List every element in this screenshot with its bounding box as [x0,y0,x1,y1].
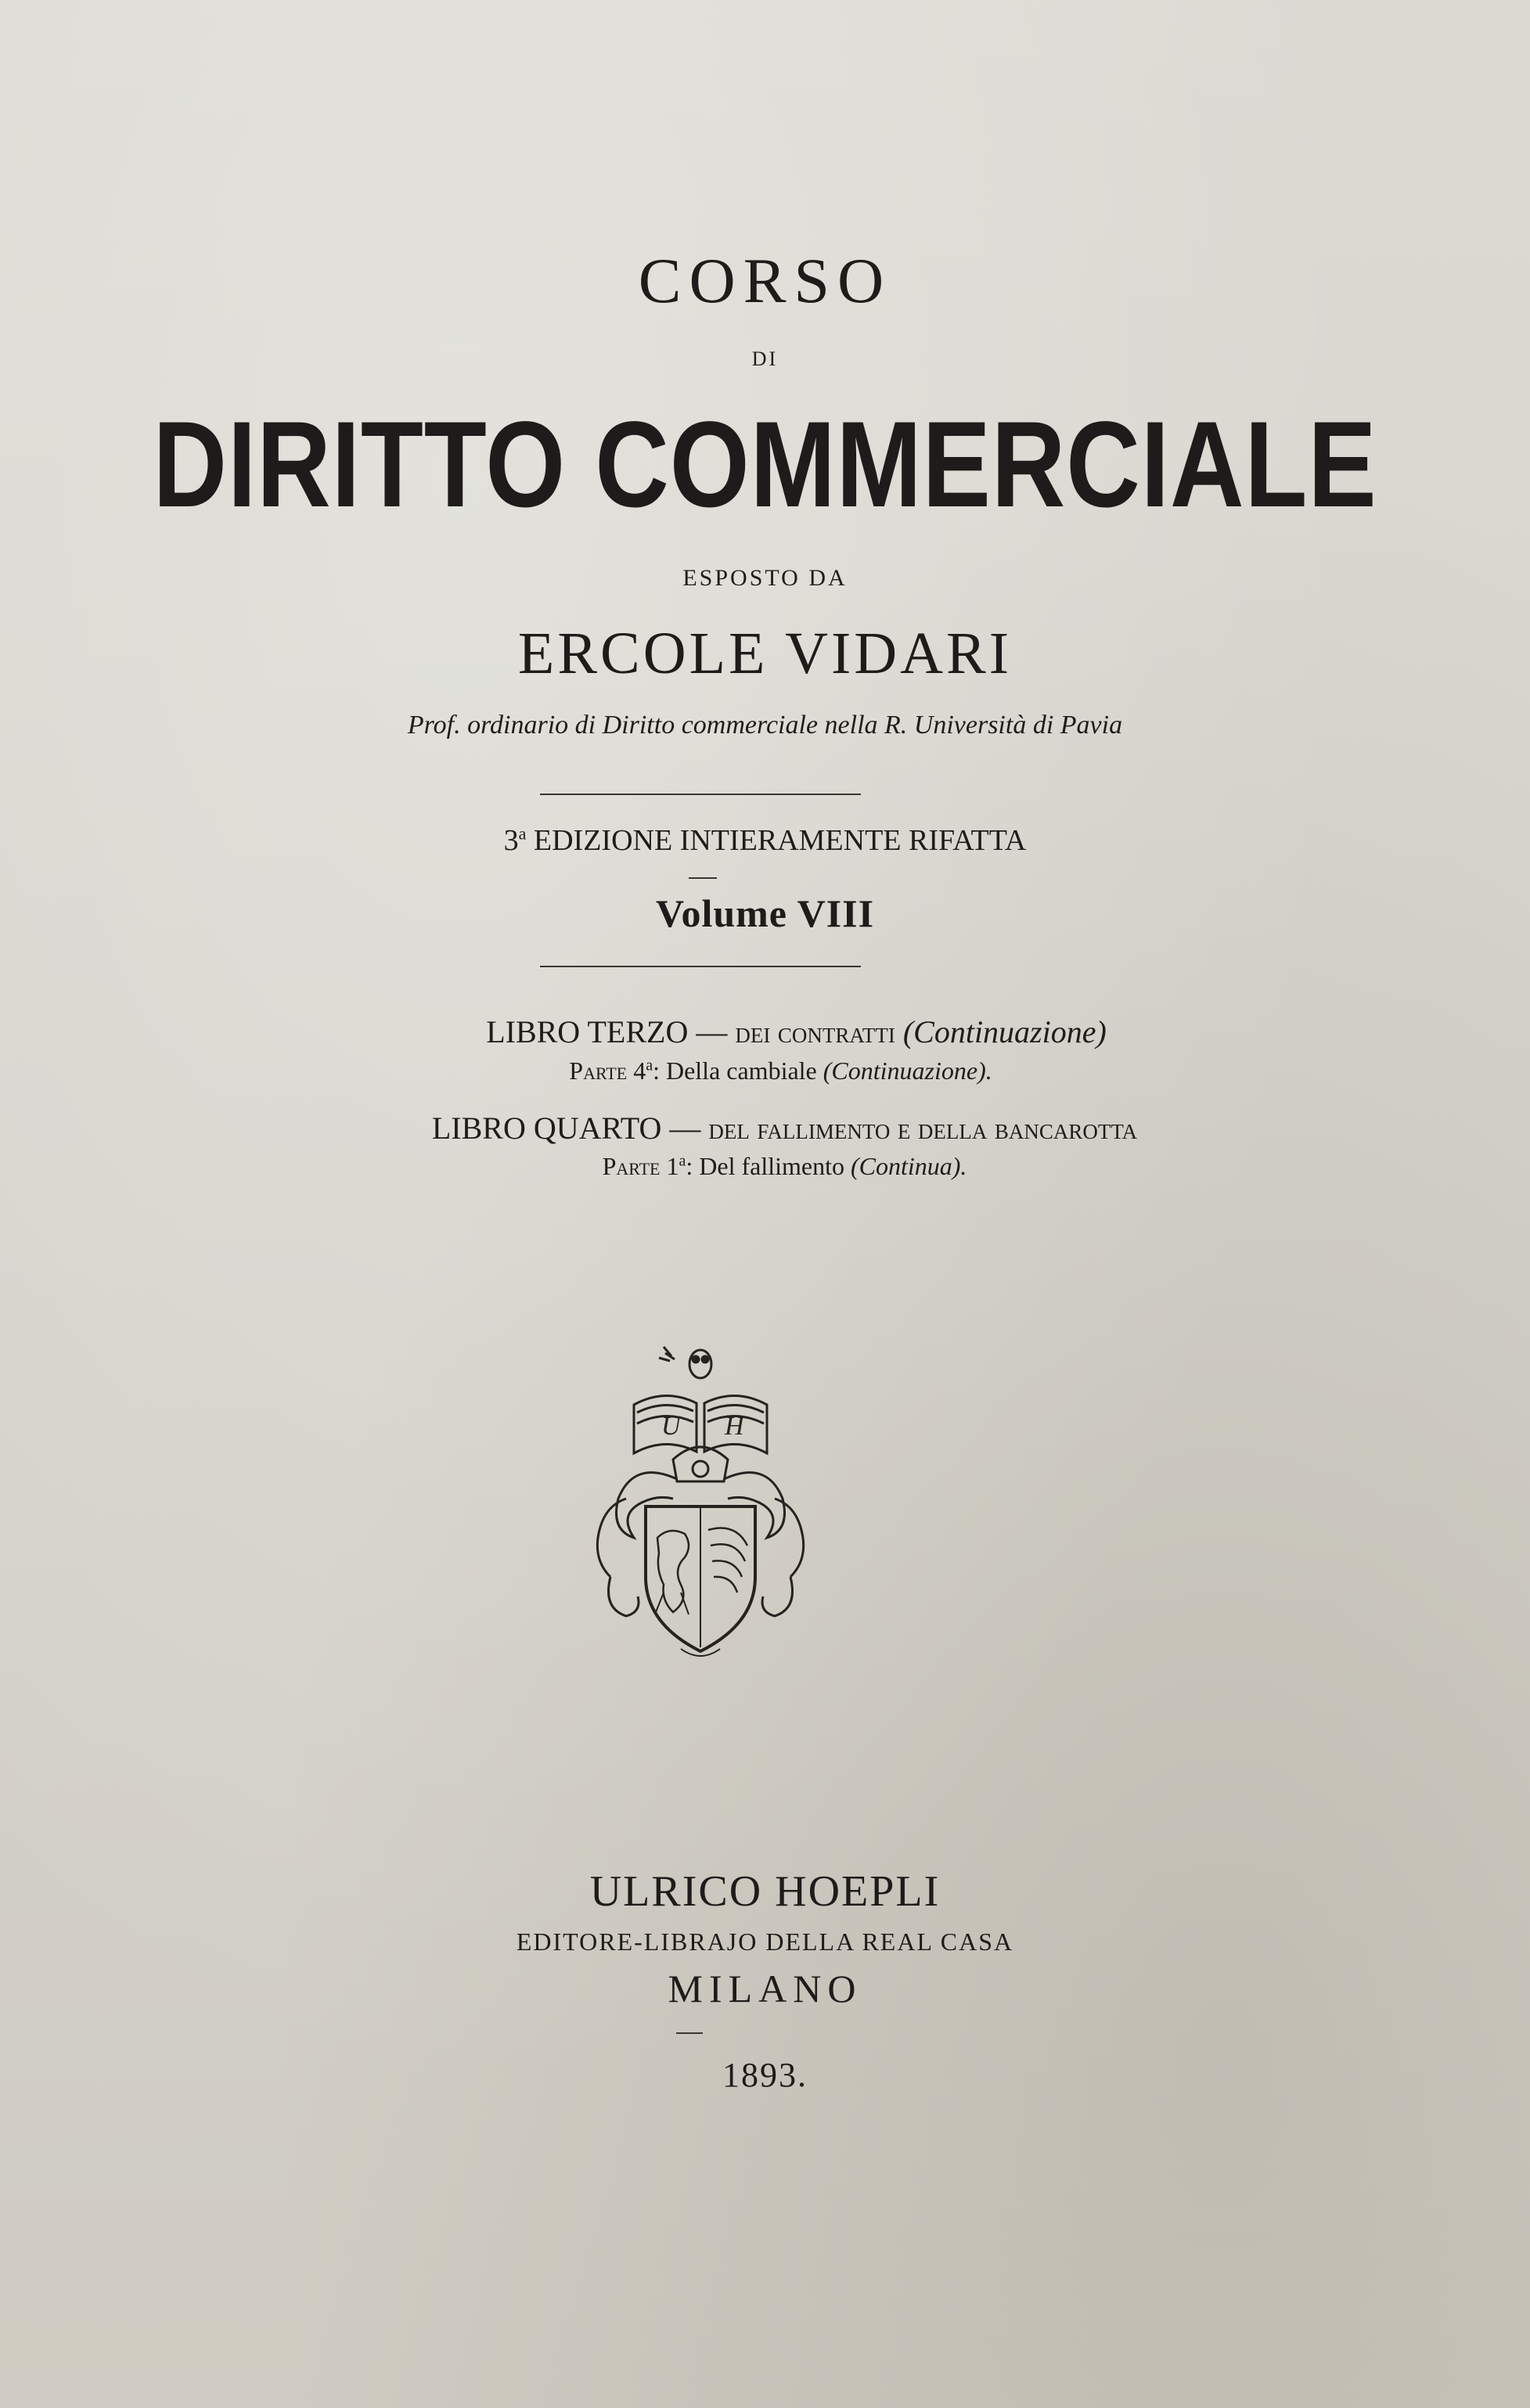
libro-quarto-parte-sup: a [679,1152,686,1170]
libro-quarto-subject: del fallimento e della bancarotta [708,1113,1138,1146]
series-word: CORSO [638,245,892,316]
publisher-description: EDITORE-LIBRAJO DELLA REAL CASA [516,1927,1014,1956]
libro-quarto-parte-text: : Del fallimento [686,1152,851,1180]
edition-text: EDIZIONE INTIERAMENTE RIFATTA [526,824,1027,857]
libro-quarto-parte-num: 1 [660,1152,679,1180]
libro-terzo-parte-note: (Continuazione). [823,1056,992,1085]
edition-statement [0,823,1530,858]
libro-quarto-parte-label: Parte [602,1152,661,1180]
esposto-da: ESPOSTO DA [682,565,848,591]
libro-terzo-subject: dei contratti [735,1017,895,1049]
publication-year: 1893. [722,2056,808,2094]
author-affiliation: Prof. ordinario di Diritto commerciale nella R. Università di Pavia [407,711,1123,740]
divider-rule-bottom [540,966,861,967]
volume-number: Volume VIII [655,891,875,935]
libro-terzo-parte-num: 4 [627,1056,646,1085]
libro-quarto-dash: — [661,1110,709,1146]
libro-terzo-line [31,1013,1530,1050]
preposition-di: DI [751,347,779,370]
publication-city: MILANO [668,1967,862,2010]
publisher-crest-icon [571,1342,830,1671]
libro-terzo-label: LIBRO TERZO [486,1014,689,1049]
libro-terzo-note: (Continuazione) [902,1014,1107,1049]
divider-rule-top [540,794,861,795]
crest-letter-u: U [661,1412,681,1441]
libro-terzo-dash: — [688,1014,736,1049]
author-name: ERCOLE VIDARI [517,621,1013,686]
short-dash [689,877,717,879]
libro-terzo-parte-line [16,1056,1530,1085]
libro-quarto-parte-line [20,1152,1530,1181]
publisher-name: ULRICO HOEPLI [589,1867,941,1916]
libro-quarto-parte-note: (Continua). [850,1152,967,1180]
edition-number: 3 [503,824,519,857]
libro-terzo-parte-label: Parte [569,1056,628,1085]
libro-terzo-parte-sup: a [646,1056,653,1074]
libro-quarto-line [20,1110,1530,1146]
libro-quarto-label: LIBRO QUARTO [431,1110,662,1146]
imprint-dash [676,2032,703,2034]
crest-letter-h: H [725,1412,744,1441]
edition-superscript: a [518,823,527,844]
libro-terzo-parte-text: : Della cambiale [653,1056,823,1085]
main-title: DIRITTO COMMERCIALE [153,397,1377,533]
